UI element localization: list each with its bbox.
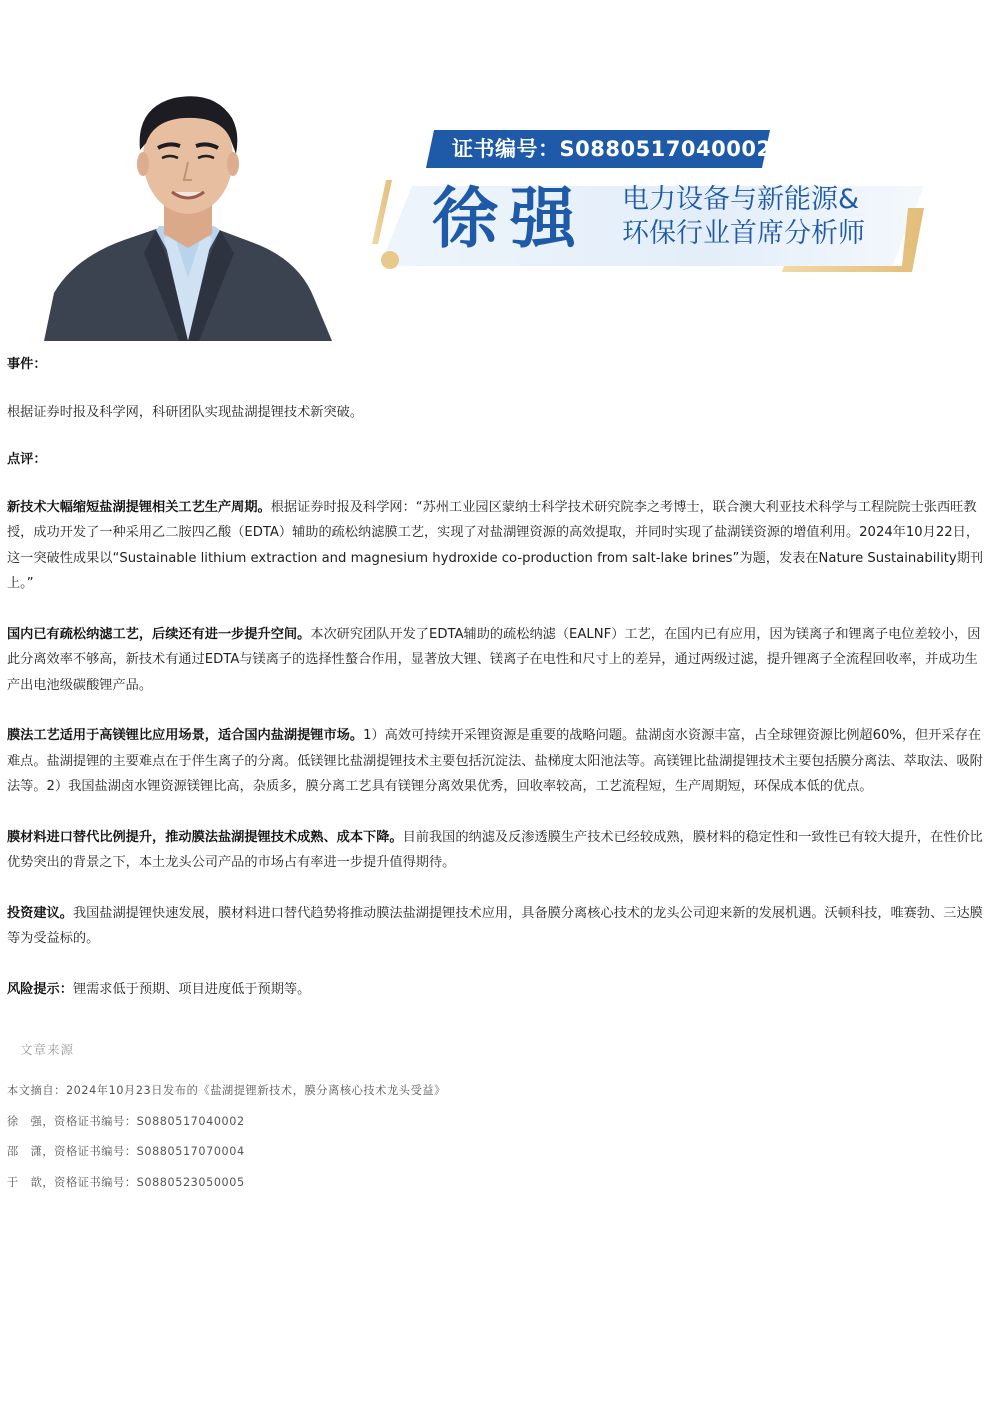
paragraph-lead: 国内已有疏松纳滤工艺，后续还有进一步提升空间。 (7, 626, 311, 642)
paragraph-material (7, 825, 985, 876)
comment-label: 点评： (7, 452, 47, 467)
paragraph-risk (7, 977, 985, 1003)
paragraph-investment (7, 901, 985, 952)
paragraph-lead: 投资建议。 (7, 905, 73, 921)
article-body (7, 352, 985, 1002)
analyst-title-line2: 环保行业首席分析师 (622, 218, 865, 249)
source-line: 徐 强，资格证书编号：S0880517040002 (7, 1114, 245, 1128)
source-line: 本文摘自：2024年10月23日发布的《盐湖提锂新技术，膜分离核心技术龙头受益》 (7, 1084, 446, 1097)
analyst-name: 徐强 (432, 179, 588, 257)
paragraph-membrane (7, 723, 985, 800)
source-notes (7, 1081, 446, 1203)
paragraph-lead: 新技术大幅缩短盐湖提锂相关工艺生产周期。 (7, 499, 271, 515)
source-line: 邵 潇，资格证书编号：S0880517070004 (7, 1145, 245, 1158)
paragraph-text: 锂需求低于预期、项目进度低于预期等。 (72, 981, 311, 997)
paragraph-tech (7, 495, 985, 597)
analyst-title-line1: 电力设备与新能源& (622, 184, 860, 215)
paragraph-lead: 膜法工艺适用于高镁锂比应用场景，适合国内盐湖提锂市场。 (7, 728, 364, 743)
certificate-number: 证书编号：S0880517040002 (452, 137, 772, 161)
event-text: 根据证券时报及科学网，科研团队实现盐湖提锂技术新突破。 (7, 404, 364, 420)
paragraph-domestic (7, 622, 985, 699)
source-title: 文章来源 (20, 1042, 75, 1057)
paragraph-lead: 风险提示： (7, 981, 73, 997)
source-line: 于 歆，资格证书编号：S0880523050005 (7, 1175, 245, 1189)
analyst-banner (0, 0, 992, 345)
paragraph-text: 1）高效可持续开采锂资源是重要的战略问题。盐湖卤水资源丰富，占全球锂资源比例超60%，但开采存在难点。盐湖提锂的主要难点在于伴生离子的分离。低镁锂比盐湖提锂技术主要包括沉淀法、盐梯度太阳池法等。高镁锂比盐湖提锂技术主要包括膜分离法、萃取法、吸附法等。2）我国盐湖卤水锂资源镁锂比高，杂质多，膜分离工艺具有镁锂分离效果优秀，回收率较高，工艺流程短，生产周期短，环保成本低的优点。 (7, 728, 983, 794)
analyst-photo (44, 88, 332, 341)
portrait-illustration (44, 88, 332, 341)
paragraph-text: 本次研究团队开发了EDTA辅助的疏松纳滤（EALNF）工艺，在国内已有应用，因为镁离子和锂离子电位差较小，因此分离效率不够高，新技术有通过EDTA与镁离子的选择性螯合作用，显著放大锂、镁离子在电性和尺寸上的差异，通过两级过滤，提升锂离子全流程回收率，并成功生产出电池级碳酸锂产品。 (7, 626, 981, 693)
paragraph-text: 我国盐湖提锂快速发展，膜材料进口替代趋势将推动膜法盐湖提锂技术应用，具备膜分离核心技术的龙头公司迎来新的发展机遇。沃顿科技，唯赛勃、三达膜等为受益标的。 (7, 905, 983, 946)
paragraph-lead: 膜材料进口替代比例提升，推动膜法盐湖提锂技术成熟、成本下降。 (7, 829, 403, 845)
paragraph-text: 目前我国的纳滤及反渗透膜生产技术已经较成熟，膜材料的稳定性和一致性已有较大提升，在性价比优势突出的背景之下，本土龙头公司产品的市场占有率进一步提升值得期待。 (7, 829, 983, 870)
paragraph-text: 根据证券时报及科学网：“苏州工业园区蒙纳士科学技术研究院李之考博士，联合澳大利亚技术科学与工程院院士张西旺教授，成功开发了一种采用乙二胺四乙酸（EDTA）辅助的疏松纳滤膜工艺，实现了对盐湖锂资源的高效提取，并同时实现了盐湖镁资源的增值利用。2024年10月22日，这一突破性成果以“Sustainable lithium extraction and magnesium hydroxide co-production from salt-lake brines”为题，发表在Nature Sustainability期刊上。” (7, 499, 984, 591)
event-label: 事件： (7, 357, 47, 372)
